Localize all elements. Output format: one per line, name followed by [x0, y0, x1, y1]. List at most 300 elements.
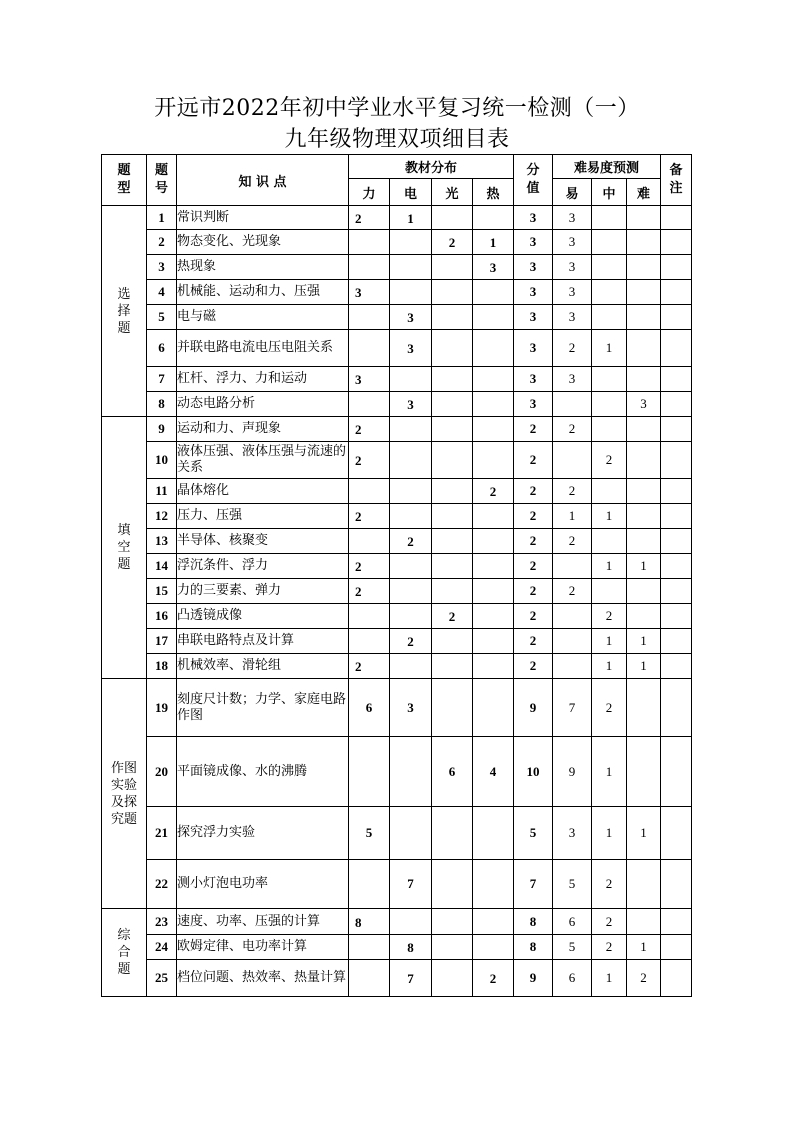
distribution-value [473, 665, 513, 667]
table-row [102, 807, 692, 860]
table-row [102, 529, 692, 554]
remark-cell [661, 255, 692, 280]
distribution-value [390, 490, 431, 492]
distribution-guang [432, 392, 473, 417]
hard-value [627, 417, 661, 442]
hard-value [627, 479, 661, 504]
hard-value: 3 [627, 392, 661, 417]
distribution-value: 2 [355, 210, 362, 226]
distribution-dian [390, 206, 432, 230]
distribution-value: 3 [355, 285, 362, 300]
question-number: 21 [147, 807, 177, 860]
question-number: 6 [147, 330, 177, 367]
distribution-value [390, 428, 431, 430]
distribution-value [473, 540, 513, 542]
distribution-value [432, 921, 472, 923]
knowledge-point: 机械效率、滑轮组 [177, 654, 349, 679]
distribution-li [349, 554, 390, 579]
distribution-re [473, 417, 514, 442]
distribution-dian [390, 860, 432, 909]
hard-value [627, 604, 661, 629]
distribution-dian [390, 579, 432, 604]
distribution-value: 3 [407, 341, 414, 356]
distribution-value: 2 [355, 509, 362, 524]
distribution-value [473, 217, 513, 219]
distribution-value [473, 347, 513, 349]
distribution-value [349, 241, 389, 243]
score-value: 8 [514, 935, 553, 960]
table-row [102, 960, 692, 997]
distribution-dian [390, 960, 432, 997]
easy-value: 3 [553, 206, 592, 230]
medium-value [592, 417, 627, 442]
distribution-value [473, 428, 513, 430]
distribution-value [473, 590, 513, 592]
distribution-dian [390, 529, 432, 554]
distribution-value [349, 266, 389, 268]
distribution-li [349, 579, 390, 604]
distribution-guang [432, 255, 473, 280]
score-value: 3 [514, 230, 553, 255]
knowledge-point: 速度、功率、压强的计算 [177, 909, 349, 935]
header-difficulty: 难易度预测 [553, 155, 661, 179]
distribution-re [473, 206, 514, 230]
easy-value: 9 [553, 737, 592, 807]
medium-value: 2 [592, 860, 627, 909]
distribution-dian [390, 255, 432, 280]
score-value: 2 [514, 604, 553, 629]
medium-value: 2 [592, 909, 627, 935]
distribution-value [432, 291, 472, 293]
header-remark: 备 注 [661, 155, 692, 206]
distribution-value [432, 403, 472, 405]
distribution-re [473, 860, 514, 909]
hard-value [627, 529, 661, 554]
table-row [102, 860, 692, 909]
table-row [102, 679, 692, 737]
distribution-li [349, 807, 390, 860]
distribution-value [390, 590, 431, 592]
distribution-value [432, 266, 472, 268]
remark-cell [661, 305, 692, 330]
score-value: 2 [514, 579, 553, 604]
distribution-value: 2 [448, 609, 456, 624]
knowledge-point: 欧姆定律、电功率计算 [177, 935, 349, 960]
header-distribution: 教材分布 [349, 155, 514, 179]
distribution-value [349, 403, 389, 405]
table-row [102, 442, 692, 479]
distribution-value [432, 665, 472, 667]
distribution-li [349, 417, 390, 442]
hard-value [627, 367, 661, 392]
question-number: 17 [147, 629, 177, 654]
easy-value [553, 629, 592, 654]
distribution-value [349, 540, 389, 542]
easy-value [553, 654, 592, 679]
distribution-value: 2 [355, 659, 362, 674]
distribution-guang [432, 554, 473, 579]
score-value: 8 [514, 909, 553, 935]
distribution-dian [390, 442, 432, 479]
distribution-re [473, 280, 514, 305]
distribution-value [432, 640, 472, 642]
easy-value: 2 [553, 529, 592, 554]
distribution-guang [432, 280, 473, 305]
distribution-dian [390, 330, 432, 367]
distribution-dian [390, 604, 432, 629]
header-medium: 中 [592, 179, 627, 206]
distribution-value: 3 [407, 699, 414, 715]
question-number: 14 [147, 554, 177, 579]
distribution-guang [432, 230, 473, 255]
distribution-value: 3 [407, 397, 414, 412]
score-value: 5 [514, 807, 553, 860]
distribution-li [349, 330, 390, 367]
score-value: 2 [514, 529, 553, 554]
distribution-li [349, 679, 390, 737]
medium-value: 2 [592, 935, 627, 960]
distribution-li [349, 367, 390, 392]
distribution-li [349, 504, 390, 529]
score-value: 3 [514, 206, 553, 230]
knowledge-point: 机械能、运动和力、压强 [177, 280, 349, 305]
easy-value [553, 392, 592, 417]
distribution-value [349, 316, 389, 318]
score-value: 2 [514, 654, 553, 679]
knowledge-point: 档位问题、热效率、热量计算 [177, 960, 349, 997]
distribution-re [473, 679, 514, 737]
easy-value: 3 [553, 305, 592, 330]
header-knowledge: 知 识 点 [177, 155, 349, 206]
medium-value [592, 305, 627, 330]
distribution-li [349, 442, 390, 479]
distribution-guang [432, 654, 473, 679]
distribution-guang [432, 479, 473, 504]
knowledge-point: 力的三要素、弹力 [177, 579, 349, 604]
header-number: 题 号 [147, 155, 177, 206]
distribution-re [473, 935, 514, 960]
distribution-value [349, 490, 389, 492]
remark-cell [661, 679, 692, 737]
distribution-re [473, 230, 514, 255]
remark-cell [661, 529, 692, 554]
table-row [102, 330, 692, 367]
distribution-value [390, 615, 431, 617]
header-easy: 易 [553, 179, 592, 206]
hard-value [627, 860, 661, 909]
distribution-li [349, 935, 390, 960]
table-row [102, 255, 692, 280]
table-row [102, 280, 692, 305]
distribution-dian [390, 554, 432, 579]
knowledge-point: 压力、压强 [177, 504, 349, 529]
distribution-value [432, 515, 472, 517]
knowledge-point: 浮沉条件、浮力 [177, 554, 349, 579]
distribution-re [473, 442, 514, 479]
question-number: 1 [147, 206, 177, 230]
medium-value [592, 392, 627, 417]
remark-cell [661, 935, 692, 960]
distribution-value [432, 977, 472, 979]
easy-value [553, 442, 592, 479]
knowledge-point: 物态变化、光现象 [177, 230, 349, 255]
distribution-re [473, 529, 514, 554]
easy-value: 3 [553, 367, 592, 392]
remark-cell [661, 330, 692, 367]
distribution-guang [432, 206, 473, 230]
hard-value [627, 909, 661, 935]
medium-value [592, 367, 627, 392]
medium-value: 1 [592, 330, 627, 367]
knowledge-point: 常识判断 [177, 206, 349, 230]
hard-value [627, 206, 661, 230]
distribution-dian [390, 280, 432, 305]
distribution-value [432, 946, 472, 948]
table-row [102, 554, 692, 579]
distribution-value [349, 946, 389, 948]
hard-value: 1 [627, 554, 661, 579]
distribution-value [473, 515, 513, 517]
medium-value: 1 [592, 737, 627, 807]
easy-value: 1 [553, 504, 592, 529]
distribution-value [432, 459, 472, 461]
distribution-value [432, 347, 472, 349]
header-hard: 难 [627, 179, 661, 206]
header-type: 题 型 [102, 155, 147, 206]
question-number: 24 [147, 935, 177, 960]
distribution-value: 2 [407, 634, 414, 649]
score-value: 2 [514, 442, 553, 479]
distribution-value: 8 [407, 940, 414, 955]
distribution-value: 2 [355, 453, 362, 468]
distribution-guang [432, 604, 473, 629]
easy-value: 2 [553, 330, 592, 367]
easy-value [553, 604, 592, 629]
distribution-value: 3 [489, 260, 497, 275]
distribution-dian [390, 417, 432, 442]
score-value: 2 [514, 629, 553, 654]
distribution-re [473, 554, 514, 579]
table-row [102, 935, 692, 960]
easy-value: 3 [553, 280, 592, 305]
distribution-guang [432, 629, 473, 654]
knowledge-point: 并联电路电流电压电阻关系 [177, 330, 349, 367]
distribution-guang [432, 305, 473, 330]
medium-value [592, 230, 627, 255]
table-row [102, 629, 692, 654]
hard-value: 1 [627, 654, 661, 679]
distribution-re [473, 604, 514, 629]
header-dian: 电 [390, 179, 432, 206]
distribution-value [349, 640, 389, 642]
distribution-re [473, 367, 514, 392]
remark-cell [661, 807, 692, 860]
medium-value: 1 [592, 629, 627, 654]
question-number: 10 [147, 442, 177, 479]
table-row [102, 392, 692, 417]
remark-cell [661, 579, 692, 604]
section-label: 选 择 题 [102, 206, 147, 417]
medium-value: 1 [592, 807, 627, 860]
distribution-re [473, 392, 514, 417]
distribution-li [349, 529, 390, 554]
document-title: 开远市2022年初中学业水平复习统一检测（一） [154, 96, 640, 121]
distribution-value: 1 [407, 210, 414, 226]
score-value: 2 [514, 504, 553, 529]
distribution-li [349, 280, 390, 305]
distribution-value [473, 378, 513, 380]
distribution-re [473, 305, 514, 330]
distribution-dian [390, 367, 432, 392]
spec-table [101, 154, 692, 997]
distribution-value [473, 403, 513, 405]
table-row [102, 479, 692, 504]
score-value: 2 [514, 554, 553, 579]
hard-value: 2 [627, 960, 661, 997]
header-score: 分 值 [514, 155, 553, 206]
easy-value: 5 [553, 860, 592, 909]
medium-value [592, 529, 627, 554]
easy-value: 2 [553, 579, 592, 604]
distribution-li [349, 206, 390, 230]
distribution-value: 3 [407, 310, 414, 325]
distribution-value [390, 459, 431, 461]
distribution-dian [390, 807, 432, 860]
distribution-re [473, 629, 514, 654]
table-row [102, 367, 692, 392]
remark-cell [661, 442, 692, 479]
question-number: 22 [147, 860, 177, 909]
distribution-re [473, 255, 514, 280]
distribution-re [473, 504, 514, 529]
section-label: 作图 实验 及探 究题 [102, 679, 147, 909]
distribution-guang [432, 367, 473, 392]
distribution-value: 4 [489, 763, 497, 779]
remark-cell [661, 860, 692, 909]
question-number: 12 [147, 504, 177, 529]
distribution-guang [432, 504, 473, 529]
distribution-value: 2 [489, 971, 497, 986]
table-row [102, 206, 692, 230]
knowledge-point: 晶体熔化 [177, 479, 349, 504]
medium-value: 1 [592, 554, 627, 579]
score-value: 2 [514, 479, 553, 504]
distribution-value [390, 565, 431, 567]
header-guang: 光 [432, 179, 473, 206]
distribution-value [432, 316, 472, 318]
distribution-value: 6 [365, 699, 373, 715]
hard-value [627, 679, 661, 737]
question-number: 11 [147, 479, 177, 504]
score-value: 3 [514, 255, 553, 280]
section-label: 填 空 题 [102, 417, 147, 679]
remark-cell [661, 654, 692, 679]
distribution-value: 7 [407, 876, 414, 891]
distribution-value [432, 565, 472, 567]
question-number: 5 [147, 305, 177, 330]
remark-cell [661, 960, 692, 997]
medium-value [592, 579, 627, 604]
distribution-dian [390, 679, 432, 737]
distribution-value: 5 [365, 825, 373, 840]
distribution-li [349, 255, 390, 280]
easy-value: 3 [553, 807, 592, 860]
question-number: 25 [147, 960, 177, 997]
distribution-value [349, 977, 389, 979]
question-number: 2 [147, 230, 177, 255]
distribution-value: 1 [489, 235, 497, 250]
distribution-guang [432, 737, 473, 807]
distribution-guang [432, 579, 473, 604]
question-number: 23 [147, 909, 177, 935]
score-value: 10 [514, 737, 553, 807]
hard-value [627, 504, 661, 529]
distribution-value [390, 266, 431, 268]
medium-value: 1 [592, 960, 627, 997]
score-value: 3 [514, 280, 553, 305]
distribution-value [432, 540, 472, 542]
distribution-value: 7 [407, 971, 414, 986]
easy-value: 3 [553, 230, 592, 255]
distribution-value [390, 921, 431, 923]
distribution-value [473, 459, 513, 461]
easy-value: 6 [553, 909, 592, 935]
distribution-guang [432, 679, 473, 737]
question-number: 19 [147, 679, 177, 737]
knowledge-point: 平面镜成像、水的沸腾 [177, 737, 349, 807]
distribution-li [349, 604, 390, 629]
remark-cell [661, 554, 692, 579]
question-number: 4 [147, 280, 177, 305]
distribution-li [349, 909, 390, 935]
header-re: 热 [473, 179, 514, 206]
distribution-dian [390, 230, 432, 255]
table-row [102, 737, 692, 807]
easy-value: 2 [553, 479, 592, 504]
distribution-value [390, 378, 431, 380]
score-value: 2 [514, 417, 553, 442]
easy-value: 2 [553, 417, 592, 442]
distribution-li [349, 305, 390, 330]
distribution-value: 2 [407, 534, 414, 549]
medium-value [592, 280, 627, 305]
easy-value: 5 [553, 935, 592, 960]
distribution-li [349, 479, 390, 504]
distribution-guang [432, 529, 473, 554]
table-row [102, 305, 692, 330]
medium-value: 1 [592, 654, 627, 679]
remark-cell [661, 737, 692, 807]
easy-value: 7 [553, 679, 592, 737]
knowledge-point: 电与磁 [177, 305, 349, 330]
distribution-value: 2 [448, 235, 456, 250]
knowledge-point: 杠杆、浮力、力和运动 [177, 367, 349, 392]
remark-cell [661, 909, 692, 935]
distribution-value: 6 [448, 763, 456, 779]
distribution-dian [390, 935, 432, 960]
distribution-dian [390, 305, 432, 330]
distribution-value [390, 515, 431, 517]
table-row [102, 417, 692, 442]
distribution-value [473, 615, 513, 617]
remark-cell [661, 604, 692, 629]
distribution-value [432, 490, 472, 492]
table-row [102, 654, 692, 679]
knowledge-point: 液体压强、液体压强与流速的关系 [177, 442, 349, 479]
question-number: 13 [147, 529, 177, 554]
question-number: 7 [147, 367, 177, 392]
remark-cell [661, 417, 692, 442]
